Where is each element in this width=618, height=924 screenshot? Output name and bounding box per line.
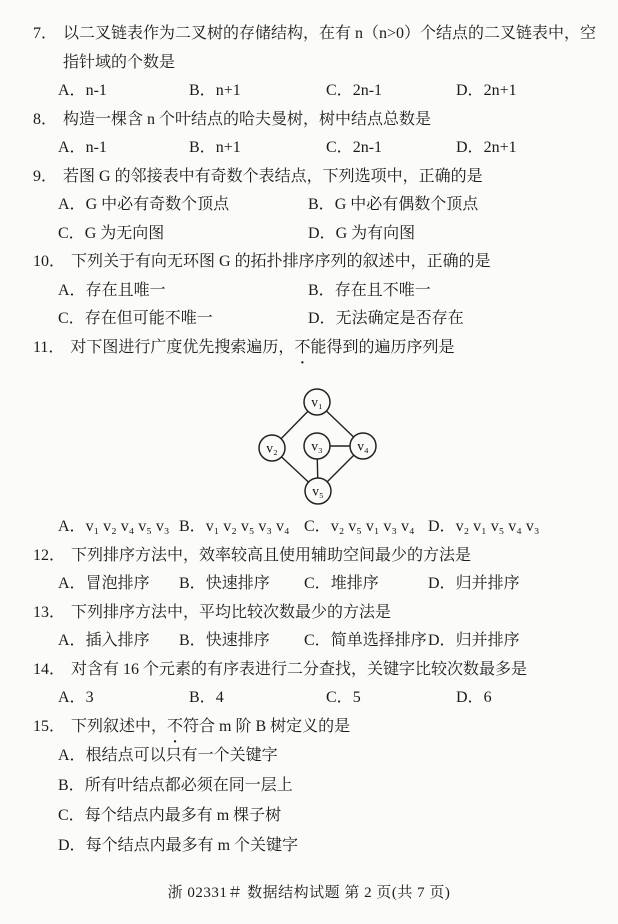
question-line [33,656,600,685]
option-letter: A． [58,196,86,213]
option-text: G 中必有偶数个顶点 [334,196,479,213]
q9-option-B [308,191,600,220]
text-segment: 构造一棵含 n 个叶结点的哈夫曼树，树中结点总数是 [63,110,432,128]
question-number: 14． [33,660,66,678]
option-text: 4 [215,689,224,706]
option-text: 所有叶结点都必须在同一层上 [84,777,293,794]
options-row [58,134,600,163]
option-letter: B． [308,196,335,213]
option-letter: C． [304,518,331,535]
emphasized-char: 不 [294,338,311,356]
graph-node-label-v3: v₃ [311,438,323,454]
q14-option-A [58,684,189,713]
question-8 [33,106,600,163]
q8-option-A [58,134,189,163]
question-line [33,599,600,628]
option-text: v₂ v₁ v₅ v₄ v₃ [455,518,540,535]
q7-option-A [58,77,189,106]
q11-option-B [179,513,304,542]
option-text: v₁ v₂ v₄ v₅ v₃ [85,518,170,535]
options-row [58,741,600,861]
question-number: 12． [33,546,66,564]
option-letter: B． [179,518,206,535]
option-text: G 为无向图 [84,224,165,242]
text-segment: 下列关于有向无环图 G 的拓扑排序序列的叙述中，正确的是 [71,253,491,270]
q12-option-C [304,570,428,599]
options-row [58,191,600,248]
question-line [33,713,600,742]
option-text: n+1 [215,82,241,99]
option-letter: B． [308,281,335,299]
options-row [58,77,600,106]
option-letter: C． [304,632,331,649]
option-text: 2n+1 [483,82,517,99]
question-text [71,248,600,277]
option-text: n-1 [85,139,107,156]
text-segment: 下列叙述中， [71,717,168,735]
option-text: 插入排序 [85,632,150,649]
q9-option-A [58,191,308,220]
graph-node-label-v2: v₂ [266,440,278,456]
question-text [71,713,600,742]
q15-option-A [58,741,600,771]
question-12 [33,542,600,599]
question-line [33,20,600,77]
question-line [33,163,600,192]
q15-option-C [58,801,600,831]
emphasized-char: 不 [167,717,184,735]
text-segment: 以二叉链表作为二叉树的存储结构，在有 n（n>0）个结点的二叉链表中，空指针域的个数是 [63,25,597,71]
option-letter: A． [58,575,86,592]
option-text: 根结点可以只有一个关键字 [85,747,278,764]
option-letter: A． [58,139,86,156]
option-text: v₁ v₂ v₅ v₃ v₄ [205,518,290,535]
text-segment: 下列排序方法中，效率较高且使用辅助空间最少的方法是 [71,546,472,564]
option-letter: B． [189,139,216,156]
option-letter: B． [179,575,206,592]
question-15 [33,713,600,862]
question-13 [33,599,600,656]
option-text: 存在且唯一 [85,281,166,299]
option-letter: B． [189,82,216,99]
question-text [71,542,600,571]
option-letter: D． [308,224,336,242]
text-segment: 下列排序方法中，平均比较次数最少的方法是 [71,603,392,621]
q15-option-D [58,831,600,861]
option-letter: C． [58,807,85,824]
option-text: 无法确定是否存在 [335,310,464,327]
question-number: 15． [33,717,66,735]
q14-option-B [189,684,326,713]
q11-option-D [428,513,600,542]
graph-node-label-v1: v₁ [311,394,323,410]
option-text: G 中必有奇数个顶点 [85,196,230,213]
q14-option-D [456,684,600,713]
question-line [33,542,600,571]
option-letter: D． [456,82,484,99]
page-footer: 浙 02331＃ 数据结构试题 第 2 页(共 7 页) [167,885,451,901]
options-row [58,684,600,713]
option-text: 5 [352,689,361,706]
q10-option-B [308,277,600,306]
option-text: 6 [483,689,492,706]
q11-option-C [304,513,428,542]
option-text: 3 [85,689,94,706]
option-text: 冒泡排序 [85,575,150,592]
option-letter: D． [308,310,336,327]
option-letter: A． [58,632,86,649]
option-text: 2n+1 [483,139,517,156]
option-text: 每个结点内最多有 m 个关键字 [85,837,299,854]
question-14 [33,656,600,713]
option-letter: A． [58,689,86,706]
text-segment: 对下图进行广度优先搜索遍历， [70,338,295,356]
option-letter: D． [456,139,484,156]
option-text: 每个结点内最多有 m 棵子树 [84,807,282,824]
text-segment: 若图 G 的邻接表中有奇数个表结点，下列选项中，正确的是 [63,167,483,185]
q10-option-D [308,305,600,334]
option-letter: C． [58,224,85,242]
question-number: 9． [33,167,58,185]
question-text [63,106,600,135]
option-letter: A． [58,281,86,299]
q10-option-A [58,277,308,306]
q13-option-B [179,627,304,656]
option-letter: B． [189,689,216,706]
graph-svg [240,369,398,511]
option-text: 2n-1 [352,139,383,156]
option-text: 2n-1 [352,82,383,99]
q7-option-B [189,77,326,106]
question-number: 7． [33,25,58,42]
question-line [33,334,600,363]
text-segment: 符合 m 阶 B 树定义的是 [183,717,351,735]
option-text: 存在且不唯一 [334,281,431,299]
question-line [33,106,600,135]
option-letter: C． [326,82,353,99]
text-segment: 对含有 16 个元素的有序表进行二分查找，关键字比较次数最多是 [71,660,528,678]
option-text: 简单选择排序 [330,632,427,649]
option-letter: B． [58,777,85,794]
option-text: 堆排序 [330,575,379,592]
options-row [58,513,600,542]
question-7 [33,20,600,106]
option-letter: D． [456,689,484,706]
q15-option-B [58,771,600,801]
option-letter: A． [58,82,86,99]
question-list [33,20,600,861]
question-number: 11． [33,338,65,356]
graph-node-label-v5: v₅ [312,483,324,499]
option-letter: D． [428,518,456,535]
q9-option-D [308,220,600,249]
option-text: v₂ v₅ v₁ v₃ v₄ [330,518,415,535]
question-11 [33,334,600,542]
q8-option-D [456,134,600,163]
option-letter: A． [58,747,86,764]
q8-option-B [189,134,326,163]
question-number: 8． [33,110,58,128]
option-text: 归并排序 [455,632,520,649]
options-row [58,627,600,656]
option-letter: C． [326,689,353,706]
question-10 [33,248,600,334]
q13-option-D [428,627,600,656]
option-text: 存在但可能不唯一 [84,310,213,327]
question-graph-diagram [240,369,600,511]
q13-option-A [58,627,179,656]
option-text: G 为有向图 [335,224,416,242]
q9-option-C [58,220,308,249]
option-letter: D． [428,575,456,592]
q7-option-D [456,77,600,106]
option-letter: A． [58,518,86,535]
question-text [70,334,600,363]
q7-option-C [326,77,456,106]
q12-option-B [179,570,304,599]
option-text: n+1 [215,139,241,156]
q14-option-C [326,684,456,713]
option-text: 快速排序 [205,632,270,649]
q8-option-C [326,134,456,163]
option-text: n-1 [85,82,107,99]
q10-option-C [58,305,308,334]
option-letter: D． [428,632,456,649]
question-text [71,599,600,628]
question-9 [33,163,600,249]
question-text [71,656,600,685]
option-letter: C． [326,139,353,156]
option-letter: B． [179,632,206,649]
question-text [63,20,600,77]
q12-option-A [58,570,179,599]
option-letter: D． [58,837,86,854]
options-row [58,277,600,334]
q12-option-D [428,570,600,599]
q13-option-C [304,627,428,656]
option-letter: C． [58,310,85,327]
option-text: 归并排序 [455,575,520,592]
question-line [33,248,600,277]
options-row [58,570,600,599]
question-number: 13． [33,603,66,621]
text-segment: 能得到的遍历序列是 [310,338,455,356]
question-number: 10． [33,253,66,270]
graph-node-label-v4: v₄ [357,438,369,454]
option-letter: C． [304,575,331,592]
option-text: 快速排序 [205,575,270,592]
q11-option-A [58,513,179,542]
question-text [63,163,600,192]
